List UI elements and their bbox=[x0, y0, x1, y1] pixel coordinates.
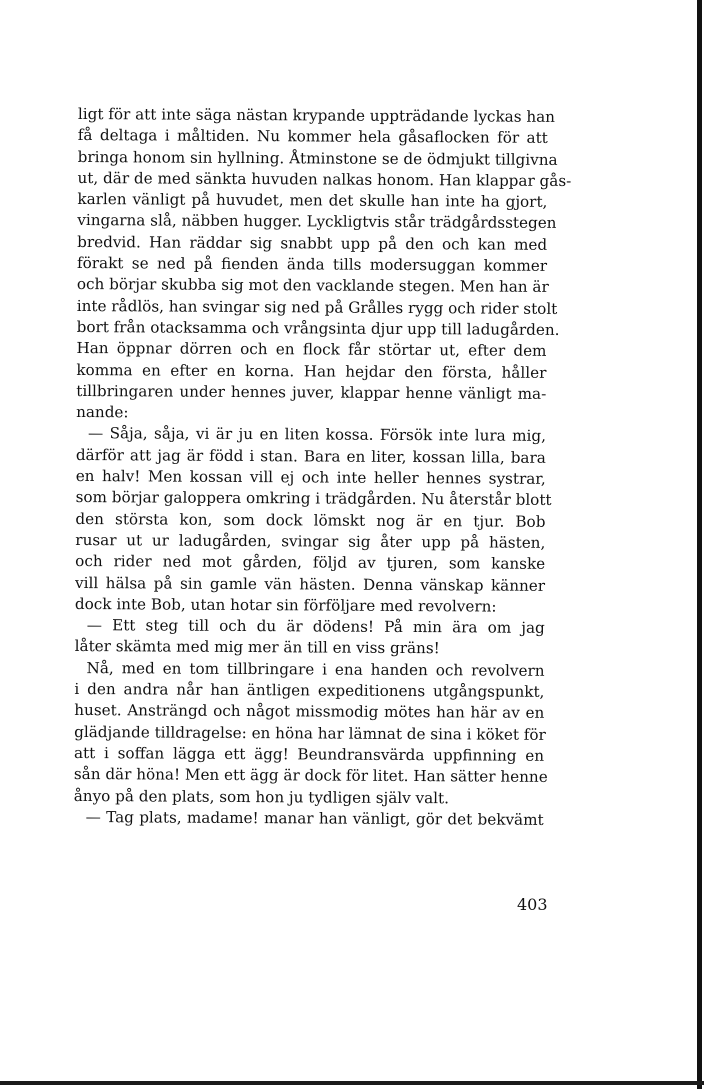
text-line: bort från otacksamma och vrångsinta djur upp till ladugården. bbox=[76, 317, 560, 339]
text-line: nande: bbox=[76, 403, 129, 422]
text-line: låter skämta med mig mer än till en viss gräns! bbox=[74, 637, 440, 658]
text-line: karlen vänligt på huvudet, men det skulle han inte ha gjort, bbox=[77, 190, 548, 212]
text-line: — Ett steg till och du är dödens! På min ära om jag bbox=[86, 616, 545, 637]
body-text bbox=[73, 104, 572, 831]
text-line: förakt se ned på fienden ända tills modersuggan kommer bbox=[76, 254, 548, 275]
scan-edge-bottom bbox=[0, 1081, 704, 1085]
text-line: bredvid. Han räddar sig snabbt upp på den och kan med bbox=[77, 232, 548, 254]
text-line: dock inte Bob, utan hotar sin förföljare med revolvern: bbox=[74, 594, 497, 616]
text-line: få deltaga i måltiden. Nu kommer hela gåsaflocken för att bbox=[77, 126, 548, 148]
text-line: bringa honom sin hyllning. Åtminstone se de ödmjukt tillgivna bbox=[77, 147, 558, 169]
text-line: och börjar skubba sig mot den vacklande stegen. Men han är bbox=[76, 275, 549, 297]
text-line: komma en efter en korna. Han hejdar den första, håller bbox=[76, 360, 547, 382]
text-line: tillbringaren under hennes juver, klappar henne vänligt ma- bbox=[76, 381, 547, 403]
text-line: sån där höna! Men ett ägg är dock för litet. Han sätter henne bbox=[73, 765, 548, 787]
text-line: — Såja, såja, vi är ju en liten kossa. Försök inte lura mig, bbox=[87, 424, 547, 446]
text-line: huset. Ansträngd och något missmodig mötes han här av en bbox=[74, 701, 545, 723]
page-number: 403 bbox=[517, 895, 548, 914]
text-line: den största kon, som dock lömskt nog är en tjur. Bob bbox=[75, 509, 546, 531]
text-line: och rider ned mot gården, följd av tjuren, som kanske bbox=[75, 552, 546, 574]
text-line: i den andra når han äntligen expeditionens utgångspunkt, bbox=[74, 680, 545, 701]
text-line: vingarna slå, näbben hugger. Lyckligtvis står trädgårdsstegen bbox=[77, 211, 557, 233]
text-line: ånyo på den plats, som hon ju tydligen själv valt. bbox=[73, 786, 450, 807]
text-line: rusar ut ur ladugården, svingar sig åter upp på hästen, bbox=[75, 530, 546, 552]
text-line: vill hälsa på sin gamle vän hästen. Denna vänskap känner bbox=[75, 573, 546, 595]
scan-edge-right bbox=[697, 0, 702, 1089]
text-line: en halv! Men kossan vill ej och inte heller hennes systrar, bbox=[75, 467, 546, 488]
text-line: inte rådlös, han svingar sig ned på Grålles rygg och rider stolt bbox=[76, 296, 558, 318]
text-line: Han öppnar dörren och en flock får störtar ut, efter dem bbox=[76, 339, 547, 361]
text-line: som börjar galoppera omkring i trädgården. Nu återstår blott bbox=[75, 488, 552, 510]
text-line: glädjande tilldragelse: en höna har lämnat de sina i köket för bbox=[74, 722, 546, 744]
text-line: — Tag plats, madame! manar han vänligt, gör det bekvämt bbox=[85, 807, 544, 829]
text-line: ut, där de med sänkta huvuden nalkas honom. Han klappar gås- bbox=[77, 168, 572, 190]
text-line: ligt för att inte säga nästan krypande uppträdande lyckas han bbox=[77, 104, 556, 126]
text-line: Nå, med en tom tillbringare i ena handen och revolvern bbox=[86, 658, 545, 680]
text-line: att i soffan lägga ett ägg! Beundransvärda uppfinning en bbox=[73, 743, 545, 765]
text-line: därför att jag är född i stan. Bara en liter, kossan lilla, bara bbox=[75, 445, 546, 467]
